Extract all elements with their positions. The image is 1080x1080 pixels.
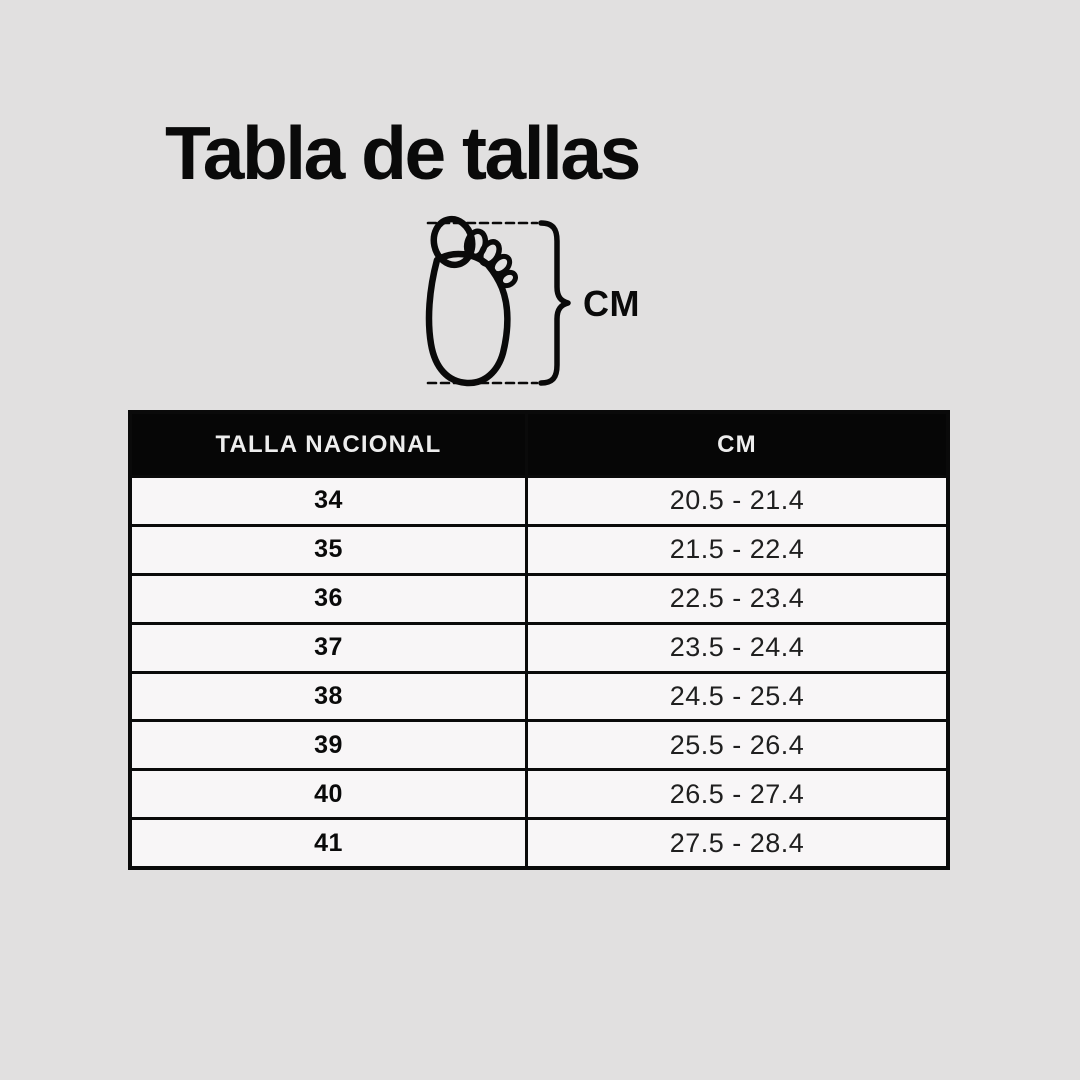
cm-cell: 23.5 - 24.4 — [527, 623, 949, 672]
table-row — [130, 770, 948, 819]
size-cell: 34 — [130, 477, 527, 526]
table-row — [130, 574, 948, 623]
size-cell: 35 — [130, 525, 527, 574]
foot-outline-icon — [429, 216, 518, 384]
table-row — [130, 525, 948, 574]
header-talla-nacional: TALLA NACIONAL — [130, 412, 527, 477]
header-row — [130, 412, 948, 477]
cm-cell: 24.5 - 25.4 — [527, 672, 949, 721]
size-cell: 36 — [130, 574, 527, 623]
unit-label: CM — [583, 283, 640, 324]
curly-brace-icon — [541, 223, 568, 383]
table-row — [130, 721, 948, 770]
size-cell: 39 — [130, 721, 527, 770]
size-table-header — [130, 412, 948, 477]
cm-cell: 22.5 - 23.4 — [527, 574, 949, 623]
cm-cell: 21.5 - 22.4 — [527, 525, 949, 574]
size-cell: 40 — [130, 770, 527, 819]
size-cell: 41 — [130, 819, 527, 868]
table-row — [130, 623, 948, 672]
table-row — [130, 672, 948, 721]
cm-cell: 26.5 - 27.4 — [527, 770, 949, 819]
cm-cell: 27.5 - 28.4 — [527, 819, 949, 868]
cm-cell: 20.5 - 21.4 — [527, 477, 949, 526]
cm-cell: 25.5 - 26.4 — [527, 721, 949, 770]
foot-measurement-diagram — [415, 208, 575, 400]
size-table — [128, 410, 950, 870]
size-cell: 37 — [130, 623, 527, 672]
header-cm: CM — [527, 412, 949, 477]
size-cell: 38 — [130, 672, 527, 721]
table-row — [130, 477, 948, 526]
size-table-body — [130, 477, 948, 869]
table-row — [130, 819, 948, 868]
page-title: Tabla de tallas — [165, 111, 639, 195]
